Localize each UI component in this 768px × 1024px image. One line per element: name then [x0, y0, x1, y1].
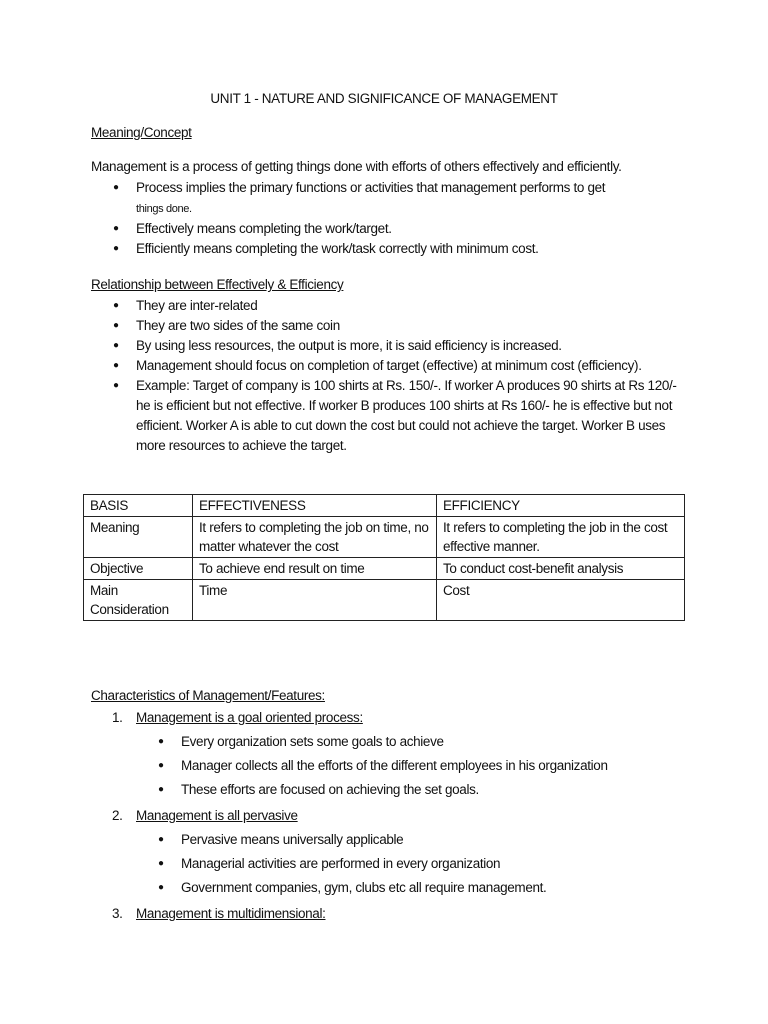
list-item: ● Managerial activities are performed in every organization [136, 852, 711, 876]
bullet-icon: ● [158, 882, 164, 893]
characteristic-title: Management is a goal oriented process: [136, 710, 363, 725]
list-item: ● Pervasive means universally applicable [136, 828, 711, 852]
list-item: ● They are inter-related [91, 296, 691, 316]
table-cell: Cost [437, 580, 685, 621]
bullet-icon: ● [113, 300, 119, 311]
bullet-icon: ● [113, 243, 119, 254]
table-header-cell: EFFECTIVENESS [193, 495, 437, 517]
list-item: ● Government companies, gym, clubs etc all require management. [136, 876, 711, 900]
list-item: 1. Management is a goal oriented process: ● Every organization sets some goals to achieve ● Manager collects all the efforts of the different employees in his organization ● These efforts are focused on achieving the set goals. [91, 708, 711, 802]
table-cell: Time [193, 580, 437, 621]
table-cell: To conduct cost-benefit analysis [437, 558, 685, 580]
list-item: ● Efficiently means completing the work/task correctly with minimum cost. [91, 239, 691, 259]
table-header-row [84, 495, 685, 517]
bullet-icon: ● [113, 223, 119, 234]
list-item: 2. Management is all pervasive ● Pervasive means universally applicable ● Managerial activities are performed in every organization ● Government companies, gym, clubs etc all require management. [91, 806, 711, 900]
bullet-icon: ● [113, 380, 119, 391]
comparison-table [83, 494, 685, 621]
relationship-heading: Relationship between Effectively & Efficiency [91, 277, 344, 292]
list-item: ● Effectively means completing the work/target. [91, 219, 691, 239]
table-cell: To achieve end result on time [193, 558, 437, 580]
table-row [84, 517, 685, 558]
list-item: ● They are two sides of the same coin [91, 316, 691, 336]
relationship-bullet-list [91, 296, 691, 456]
meaning-bullet-list [91, 178, 691, 259]
table-cell: Main Consideration [84, 580, 193, 621]
list-item: ● Manager collects all the efforts of the different employees in his organization [136, 754, 711, 778]
table-cell: It refers to completing the job in the cost effective manner. [437, 517, 685, 558]
list-item: ● These efforts are focused on achieving the set goals. [136, 778, 711, 802]
list-item: ● Example: Target of company is 100 shirts at Rs. 150/-. If worker A produces 90 shirts at Rs 120/- he is efficient but not effective. If worker B produces 100 shirts at Rs 160/- he is effective but not efficient. Worker A is able to cut down the cost but could not achieve the target. Worker B uses more resources to achieve the target. [113, 378, 677, 453]
table-row [84, 580, 685, 621]
table-cell: Objective [84, 558, 193, 580]
bullet-icon: ● [113, 182, 119, 193]
list-item: ● Process implies the primary functions or activities that management performs to get things done. [113, 180, 606, 215]
sub-bullet-list [136, 730, 711, 802]
table-header-cell: EFFICIENCY [437, 495, 685, 517]
list-item: 3. Management is multidimensional: [112, 906, 326, 921]
characteristics-heading: Characteristics of Management/Features: [91, 688, 325, 703]
characteristic-title: Management is all pervasive [136, 808, 298, 823]
bullet-icon: ● [158, 858, 164, 869]
management-definition: Management is a process of getting things done with efforts of others effectively and efficiently. [91, 159, 622, 174]
bullet-icon: ● [158, 784, 164, 795]
bullet-icon: ● [158, 760, 164, 771]
sub-bullet-list [136, 828, 711, 900]
bullet-icon: ● [158, 834, 164, 845]
bullet-icon: ● [158, 736, 164, 747]
list-item: ● Every organization sets some goals to achieve [136, 730, 711, 754]
bullet-icon: ● [113, 340, 119, 351]
characteristic-title: Management is multidimensional: [136, 906, 326, 921]
table-cell: It refers to completing the job on time, no matter whatever the cost [193, 517, 437, 558]
bullet-icon: ● [113, 360, 119, 371]
list-item: ● Management should focus on completion of target (effective) at minimum cost (efficiency). [91, 356, 691, 376]
page-title: UNIT 1 - NATURE AND SIGNIFICANCE OF MANAGEMENT [210, 91, 558, 106]
meaning-heading: Meaning/Concept [91, 125, 192, 140]
table-row [84, 558, 685, 580]
list-item: ● By using less resources, the output is more, it is said efficiency is increased. [91, 336, 691, 356]
bullet-icon: ● [113, 320, 119, 331]
table-cell: Meaning [84, 517, 193, 558]
characteristics-list [91, 708, 711, 924]
table-header-cell: BASIS [84, 495, 193, 517]
